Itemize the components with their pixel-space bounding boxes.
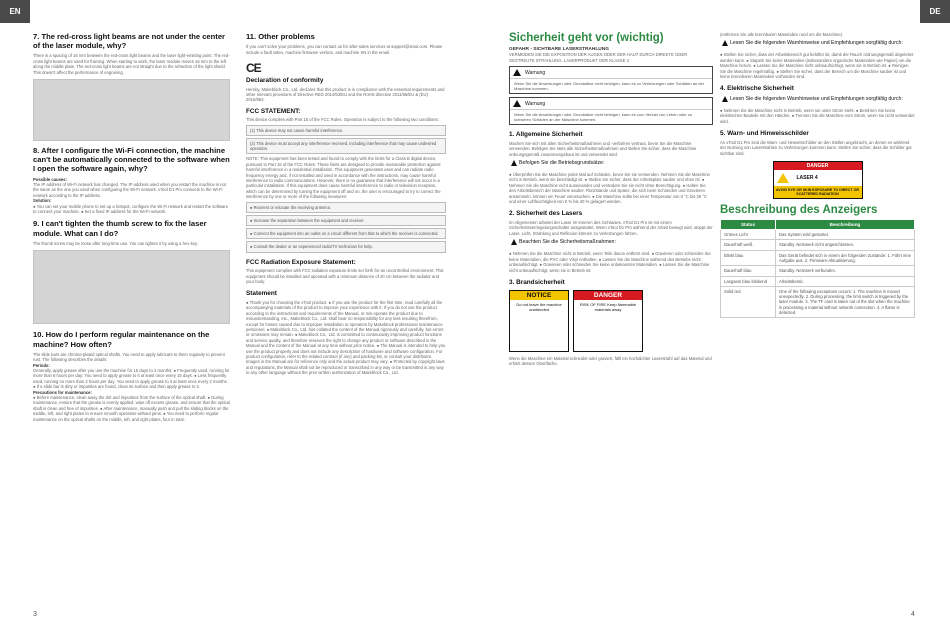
warning-box-1 [509, 66, 713, 94]
table-header-row [721, 220, 915, 230]
fire-safety-continued: (entfernen Sie alle brennbaren Materialien rund um die Maschine). [720, 32, 844, 37]
callout-text: Lesen Sie die folgenden Warnhinweise und Empfehlungen sorgfältig durch: [730, 96, 903, 103]
periods-text: Generally, apply grease after you use the machine for 15 days to 2 months: ● Frequently used, running for more than 8 hours per day: You need to apply grease to it at least once every 15 days. ● Less frequently used, running no more than 2 hours per day: You need to apply grease to it at least once every 2 months. ● If a slide bar is dirty or impurities are found, clean its surface and then apply grease to it. [33, 367, 230, 390]
page-number-left: 3 [33, 611, 37, 618]
lang-tab-de [920, 0, 950, 23]
faq-7-title: 7. The red-cross light beams are not under the center of the laser module, why? [33, 32, 226, 51]
fcc-radiation-body: This equipment complies with FCC radiation exposure limits set forth for an uncontrolled environment. This equipment should be installed and operated with a minimum distance of 20 cm between the radiator and your body. [246, 268, 444, 284]
indicator-table [720, 219, 915, 318]
status-cell: Dauerhaft weiß [721, 240, 776, 250]
status-cell: Solid red [721, 286, 776, 317]
lang-tab-en [0, 0, 30, 23]
faq-9-title: 9. I can't tighten the thumb screw to fix the laser module. What can I do? [33, 219, 207, 238]
general-safety-title: 1. Allgemeine Sicherheit [509, 131, 583, 139]
indicator-title: Beschreibung des Anzeigers [720, 204, 878, 217]
table-row [721, 250, 915, 266]
solution-text: ● You can set your mobile phone to set up a hotspot, configure the Wi-Fi network and restart the software to connect your machine. ● Set a fixed IP address for the Wi-Fi network. [33, 203, 229, 215]
warning-icon [509, 239, 519, 248]
warning-labels-body: An xTool D1 Pro sind die Warn- und Hinweisschilder an den Stellen angebracht, an denen es während der Nutzung von Laserstrahlen zu Verletzungen kommen kann. Stellen Sie sicher, dass die Schilder gut sichtbar sind. [720, 139, 912, 156]
warning-icon [513, 69, 521, 76]
callout-safety-measures [509, 239, 713, 248]
table-row [721, 240, 915, 250]
description-cell: Standby. Netzwerk nicht angeschlossen. [776, 240, 915, 250]
general-safety-list: ● Überprüfen Sie die Maschine jedes Mal auf Schäden, bevor Sie sie verwenden. Nehmen Sie die Maschine nicht in Betrieb, wenn sie beschädigt ist. ● Stellen Sie sicher, dass der Arbeitsplatz sauber und eben ist. ● Nehmen Sie die Maschine nicht auseinander und verändern Sie sie nicht ohne Berechtigung. ● Halten Sie den Arbeitsbereich der Maschine sauber. Rückstände und Späne, die sich beim Schneiden und Gravieren ansammeln, können ein Feuer verursachen. ● Die Maschine sollte bei einer Temperatur von 0 °C bis 35 °C und einer Luftfeuchtigkeit von 0 % bis 40 % gelagert werden. [509, 172, 710, 205]
danger-sign [573, 290, 643, 352]
faq-10-title: 10. How do I perform regular maintenance on the machine? How often? [33, 330, 210, 349]
general-safety-body: Machen Sie sich mit allen Sicherheitsmaßnahmen und -verfahren vertraut, bevor Sie die Maschine verwenden. Befolgen Sie stets alle Sicherheitsmaßnahmen und stellen Sie sicher, dass die Maschine ordnungsgemäß zusammengebaut ist und verwendet wird. [509, 140, 697, 157]
description-cell: Arbeitsbereit. [776, 276, 915, 286]
fcc-intro: This device complies with Part 15 of the FCC Rules. Operation is subject to the following two conditions: [246, 117, 439, 123]
page-number-right: 4 [911, 611, 915, 618]
description-cell: One of the following exceptions occurs: 1. The machine is moved unexpectedly. 2. During processing, the limit switch is triggered by the laser module. 3. The TF card is taken out of the slot when the machine is processing a material without network connection. 4. A flame is detected. [776, 286, 915, 317]
precautions-text: ● Before maintenance, clean away the dirt and impurities from the surface of the optical shaft. ● During maintenance, ensure that the grease is evenly applied, wipe off excess grease, and ensure that the optical shaft is clean and free of impurities. ● After maintenance, manually push and pull the sliding blocks on the middle, left, and right plates to ensure smooth operation without jams. ● You need to perform regular maintenance on the optical shafts on the middle, left, and right plates, four in total. [33, 394, 230, 422]
faq-10-body: The slide bars are chrome-plated optical shafts. You need to apply lubricant to them regularly to prevent rust. The following describes the details: [33, 351, 225, 363]
table-row [721, 266, 915, 276]
danger-sign-title: DANGER [574, 291, 642, 300]
label-bottom-text: AVOID EYE OR SKIN EXPOSURE TO DIRECT OR SCATTERED RADIATION [774, 186, 862, 198]
callout-text: Beachten Sie die Sicherheitsmaßnahmen: [519, 239, 616, 246]
faq-8-title: 8. After I configure the Wi-Fi connection, the machine can't be automatically connected to the software when I open the software again, why? [33, 146, 230, 174]
warning-text: Wenn Sie die Anweisungen oder Grundsätze nicht befolgen, kann es zu Verletzungen oder Schäden an der Maschine kommen. [514, 81, 705, 92]
fire-safety-title: 3. Brandsicherheit [509, 278, 565, 286]
warning-text: Wenn Sie die Anweisungen oder Grundsätze nicht befolgen, kann es zum Verlust von Leben oder zu schweren Schäden an der Maschine kommen. [514, 112, 693, 123]
fcc-measure-3: ● Connect the equipment into an outlet on a circuit different from that to which the receiver is connected. [246, 228, 446, 239]
laser-warning-label [773, 161, 863, 199]
notice-sign [509, 290, 569, 352]
ce-mark: CE [246, 61, 261, 76]
warning-icon [513, 100, 521, 107]
right-column-1 [509, 32, 713, 607]
fcc-measure-1: ● Reorient or relocate the receiving antenna. [246, 202, 446, 213]
statement-title: Statement [246, 290, 277, 298]
precautions-label: Precautions for maintenance: [33, 389, 92, 395]
warning-subtext: VERMEIDEN SIE DIE EXPOSITION DER AUGEN ODER DER HAUT DURCH DIREKTE ODER GESTREUTE STRAHLUNG. LASERPRODUKT DER KLASSE 4 [509, 52, 688, 63]
laser-safety-title: 2. Sicherheit des Lasers [509, 210, 583, 218]
fire-safety-body: Wenn die Maschine ein Material schneidet oder graviert, fällt ein hochdichter Laserstrahl auf das Material und erhitzt dessen Oberfläche. [509, 355, 712, 366]
solution-label: Solution: [33, 198, 52, 204]
left-column-1 [33, 32, 230, 607]
faq-9-body: The thumb screw may be loose after long-time use. You can tighten it by using a hex key. [33, 240, 198, 246]
callout-text: Lesen Sie die folgenden Warnhinweise und Empfehlungen sorgfältig durch: [730, 40, 903, 47]
laser-module-image [33, 79, 230, 141]
periods-label: Periods: [33, 362, 50, 368]
callout-operating-principles [509, 160, 713, 169]
laser-hazard-icon [777, 173, 789, 183]
fcc-condition-1: (1) This device may not cause harmful interference. [246, 125, 446, 136]
conformity-title: Declaration of conformity [246, 77, 324, 85]
laser-safety-list: ● Nehmen Sie die Maschine nicht in Betrieb, wenn Teile davon entfernt sind. ● Gravieren oder schneiden Sie keine Materialien, die PVC oder Vinyl enthalten. ● Lassen Sie die Maschine während des Betriebs nicht unbeaufsichtigt. ● Gravieren oder schneiden Sie keine unbekannten Materialien. ● Lassen Sie die Maschine nicht unbeaufsichtigt, wenn sie in Betrieb ist. [509, 251, 711, 273]
statement-body: ● Thank you for choosing the xTool product. ● If you use the product for the first time, read carefully all the accompanying materials of the product to improve your experience with it. If you do not use the product according to the instructions and requirements of the Manual, or mis-operate the product due to misunderstanding, etc., Makeblock Co., Ltd. shall bear no responsibility for any loss resulting therefrom, except for losses caused due to improper installation or operation by Makeblock professional maintenance personnel. ● Makeblock Co., Ltd. has collated the content of the Manual rigorously and carefully, but errors or omissions may remain. ● Makeblock Co., Ltd. is committed to continuously improving product functions and service quality, and therefore reserves the right to change any product or software described in the Manual and the content of the Manual at any time without prior notice. ● The Manual is intended to help you use the product properly and does not include any description of hardware and software configuration. For product configuration, refer to the related contract (if any) and packing list, or consult your distributor. Images in the Manual are for reference only and the actual product may vary. ● Protected by copyright laws and regulations, the Manual shall not be reproduced or transcribed in any way or be transmitted in any way in any other language without the prior written authorization of Makeblock Co., Ltd. [246, 299, 446, 376]
table-row [721, 230, 915, 240]
faq-7-body: There is a spacing of 16 mm between the red-cross light beams and the laser light-emitting point. The red-cross light beams are used for framing. When starting to work, the laser module moves 16 mm to the left along the middle plate. The red-cross light beams are not straight due to the refraction of the light shield. This doesn't affect the performance of engraving. [33, 53, 230, 75]
causes-text: The IP address of Wi-Fi network has changed. The IP address used when you restart the machine is not the same as the one you used when configuring the Wi-Fi network. xTool D1 Pro connects to the Wi-Fi network according to the IP address. [33, 182, 226, 198]
thumb-screw-image [33, 250, 230, 324]
warning-icon [720, 96, 730, 105]
warning-header: GEFAHR - SICHTBARE LASERSTRAHLUNG [509, 47, 609, 52]
fire-safety-list: ● Stellen Sie sicher, dass der Arbeitsbereich gut belüftet ist, damit der Rauch ordnungsgemäß abgeleitet werden kann. ● Stapeln Sie keine Materialien (insbesondere organische Materialien wie Papier) um die Maschine herum. ● Lassen Sie die Maschine nicht unbeaufsichtigt, wenn sie in Betrieb ist. ● Reinigen Sie die Maschine regelmäßig. ● Stellen Sie sicher, dass der Bereich um die Maschine sauber ist und keine brennbaren Materialien vorhanden sind. [720, 52, 914, 80]
table-row [721, 286, 915, 317]
laser-safety-body: Im Allgemeinen arbeitet der Laser im Inneren des Gehäuses. xTool D1 Pro ist mit einem Sicherheitsverriegelungsschalter ausgestattet. Wenn xTool D1 Pro während der Arbeit bewegt wird, stoppt der Laser. Licht, Strahlung und Reflexion können zu Verletzungen führen. [509, 220, 713, 236]
column-header-description: Beschreibung [776, 220, 915, 230]
status-cell: Blinkt blau [721, 250, 776, 266]
description-cell: Das Gerät befindet sich in einem der folgenden Zustände: 1. Führt eine Aufgabe aus. 2. Firmware-Aktualisierung. [776, 250, 915, 266]
fcc-condition-2: (2) This device must accept any interference received, including interference that may cause undesired operation. [246, 138, 446, 154]
fcc-measure-4: ● Consult the dealer or an experienced radio/TV technician for help. [246, 241, 446, 252]
warning-box-2 [509, 97, 713, 125]
notice-sign-title: NOTICE [510, 291, 568, 300]
safety-title: Sicherheit geht vor (wichtig) [509, 32, 664, 44]
label-danger-title: DANGER [774, 162, 862, 170]
label-laser-class: LASER 4 [796, 175, 818, 182]
fcc-title: FCC STATEMENT: [246, 107, 301, 115]
status-cell: Langsam blau blinkend [721, 276, 776, 286]
lang-label: DE [929, 7, 941, 16]
description-cell: Das System wird gestartet. [776, 230, 915, 240]
warning-label: Warnung [525, 100, 546, 107]
electric-safety-title: 4. Elektrische Sicherheit [720, 85, 794, 93]
callout-electric-warnings [720, 96, 915, 105]
warning-icon [509, 160, 519, 169]
warning-labels-title: 5. Warn- und Hinweisschilder [720, 130, 809, 138]
warning-label: Warnung [525, 69, 546, 76]
causes-label: Possible causes: [33, 176, 67, 182]
conformity-body: Hereby, Makeblock Co., Ltd. declares that this product is in compliance with the essential requirements and other relevant provisions of Directive RED 2014/53/EU and the RoHS directive 2011/65/EU & (EU) 2015/863. [246, 86, 445, 103]
callout-fire-warnings [720, 40, 915, 49]
fire-signs [509, 290, 713, 352]
right-column-2 [720, 32, 915, 607]
faq-11-body: If you can't solve your problems, you can contact us for after-sales services at support@xtool.com. Please include a fault video, machine firmware version, and machine SN in the email. [246, 44, 443, 55]
column-header-status: Status [721, 220, 776, 230]
fcc-note: NOTE: This equipment has been tested and found to comply with the limits for a Class B digital device, pursuant to Part 15 of the FCC Rules. These limits are designed to provide reasonable protection against harmful interference in a residential installation. This equipment generates uses and can radiate radio frequency energy and, if not installed and used in accordance with the instructions, may cause harmful interference to radio communications. However, there is no guarantee that interference will not occur in a particular installation. If this equipment does cause harmful interference to radio or television reception, which can be determined by turning the equipment off and on, the user is encouraged to try to correct the interference by one or more of the following measures: [246, 156, 441, 200]
fcc-radiation-title: FCC Radiation Exposure Statement: [246, 258, 356, 266]
status-cell: Dauerhaft blau [721, 266, 776, 276]
lang-label: EN [9, 7, 21, 16]
left-column-2 [246, 32, 446, 607]
fcc-measure-2: ● Increase the separation between the equipment and receiver. [246, 215, 446, 226]
description-cell: Standby. Netzwerk verbunden. [776, 266, 915, 276]
danger-sign-text: RISK OF FIRE Keep flammable materials away [579, 301, 637, 312]
callout-text: Befolgen Sie die Betriebsgrundsätze: [519, 160, 605, 167]
table-row [721, 276, 915, 286]
faq-11-title: 11. Other problems [246, 32, 315, 41]
status-cell: Grünes Licht [721, 230, 776, 240]
warning-icon [720, 40, 730, 49]
notice-sign-text: Do not leave the machine unattended [516, 301, 562, 312]
electric-safety-list: ● Nehmen Sie die Maschine nicht in Betrieb, wenn sie unter Strom steht. ● Berühren Sie keine elektrischen Bauteile mit den Händen. ● Trennen Sie die Maschine vom Strom, wenn sie nicht verwendet wird. [720, 108, 915, 124]
